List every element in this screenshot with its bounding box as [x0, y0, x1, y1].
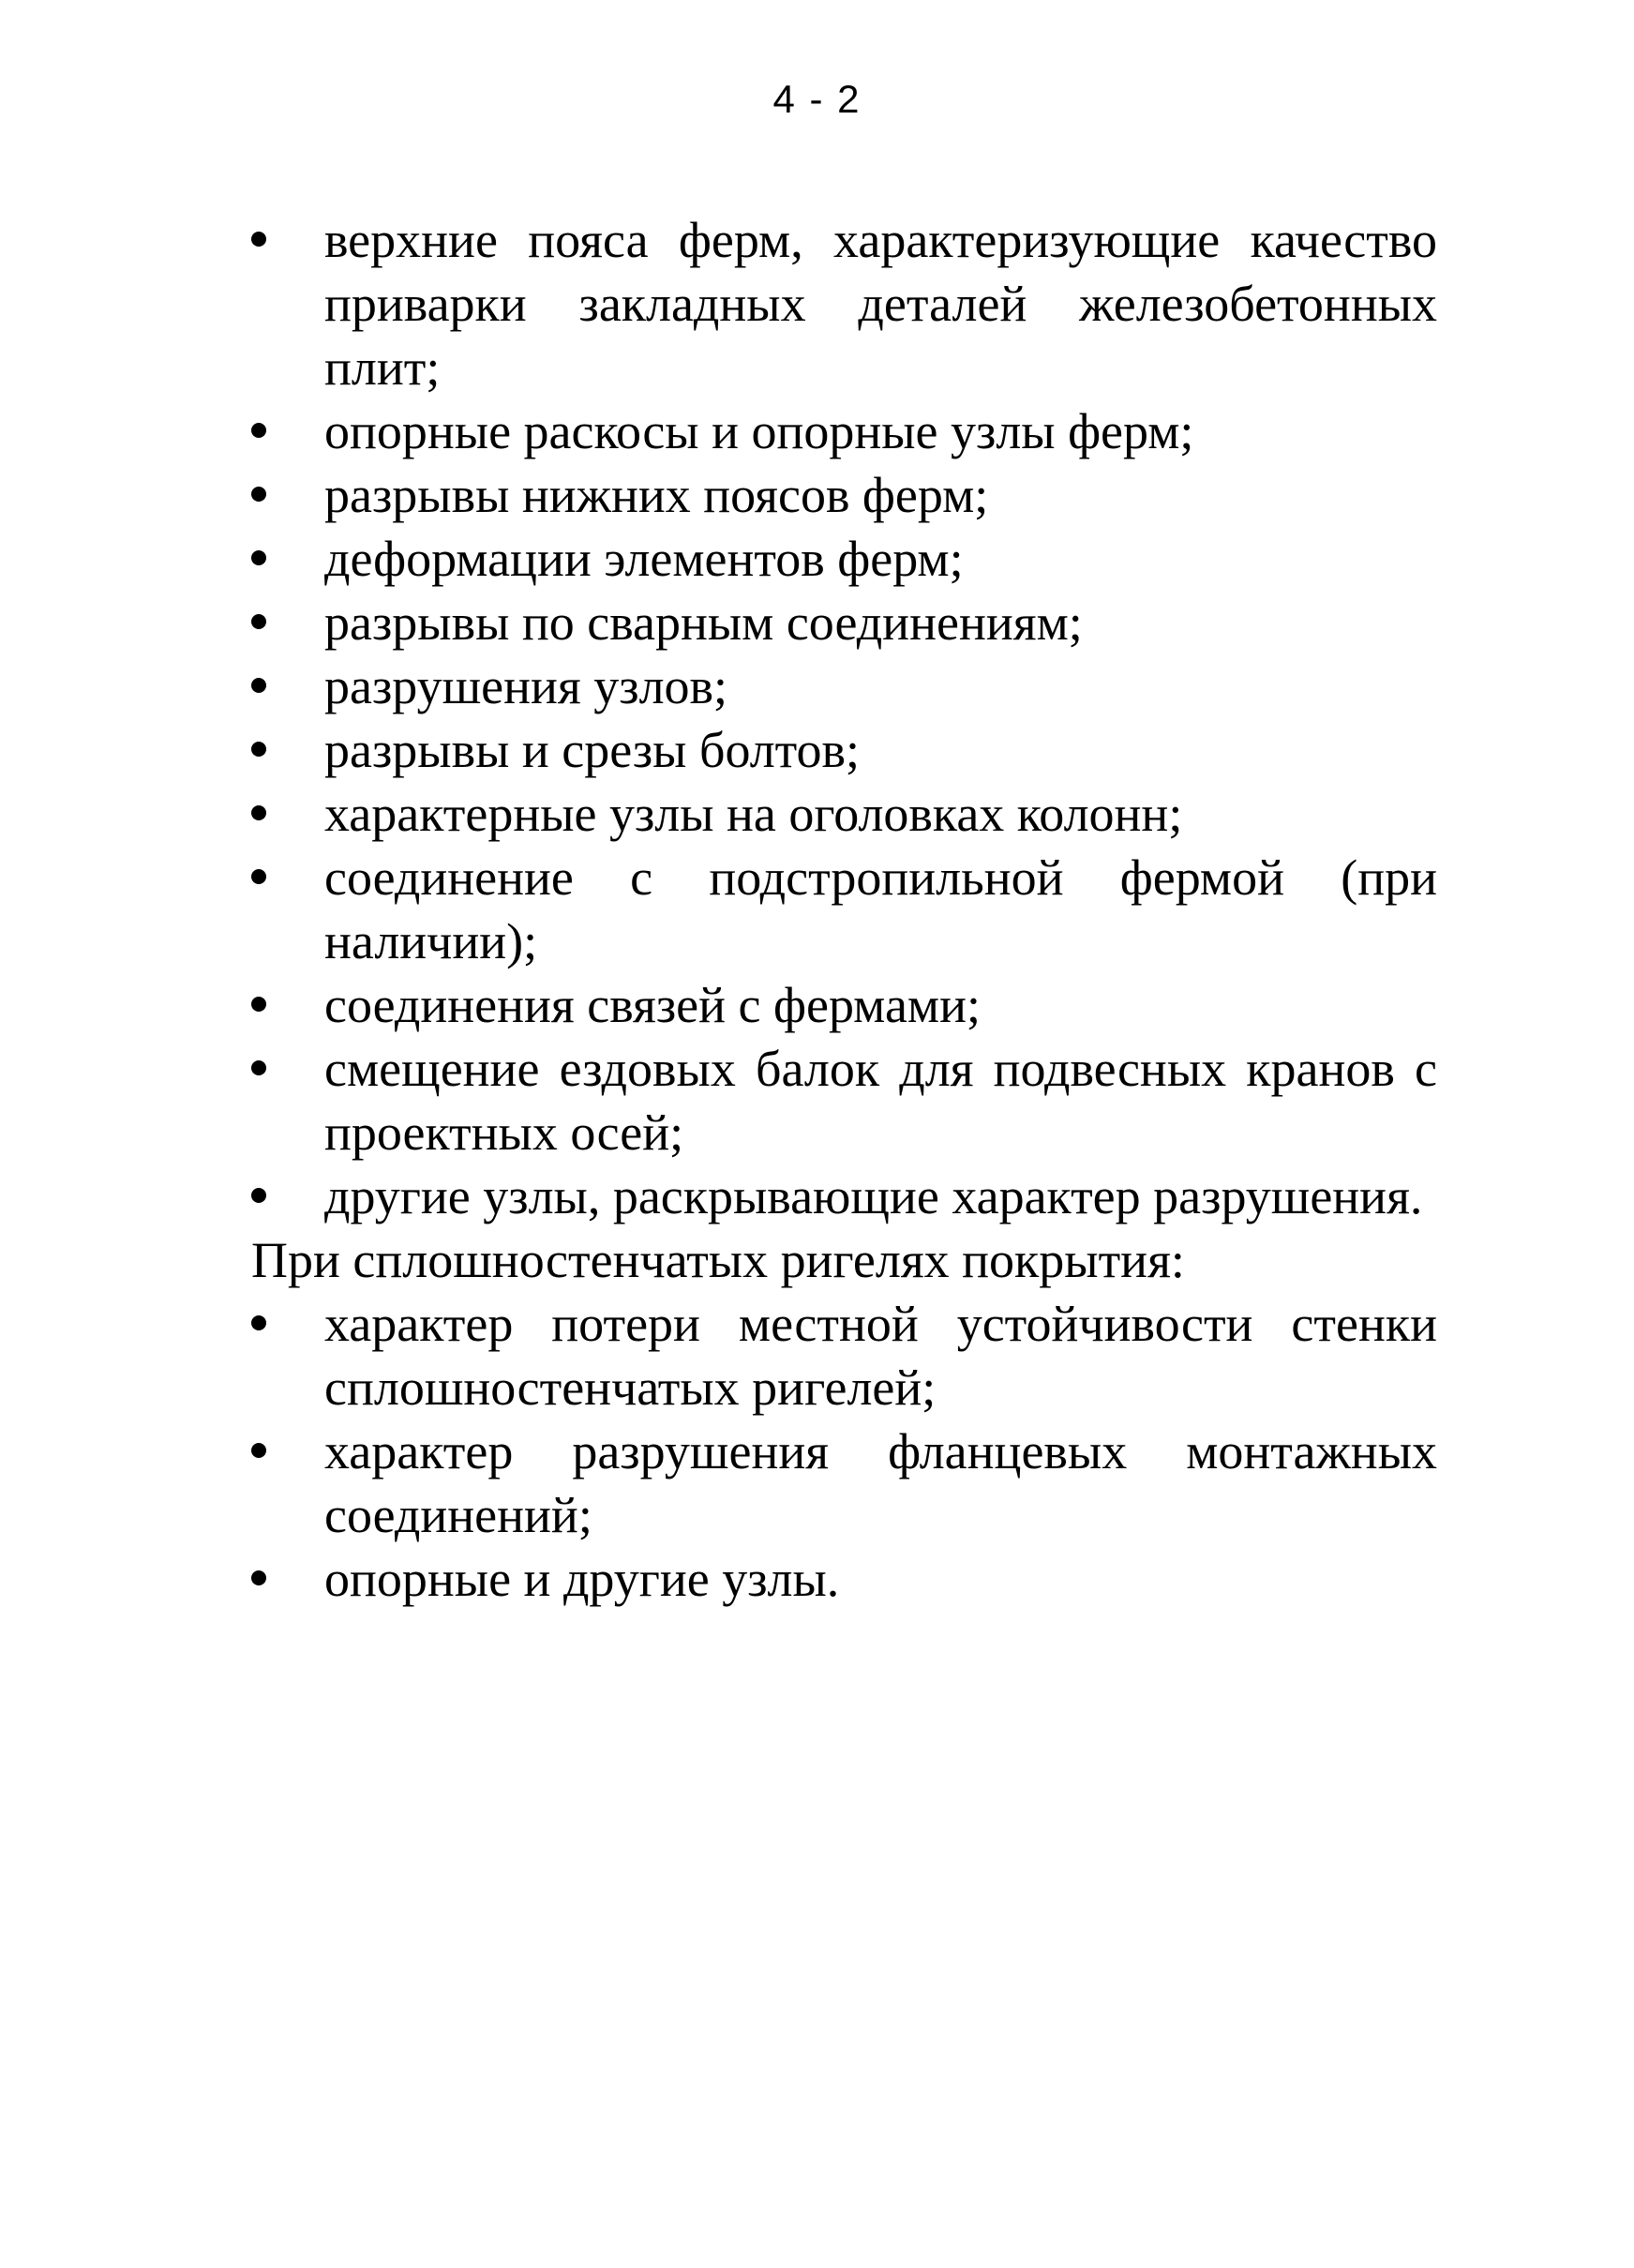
section-paragraph: При сплошностенчатых ригелях покрытия:: [251, 1232, 1185, 1288]
page-content: [251, 208, 1437, 1611]
list-item: [251, 1164, 1437, 1228]
bullet-icon: [251, 869, 266, 884]
bullet-icon: [251, 742, 266, 757]
list-item-text: опорные раскосы и опорные узлы ферм;: [324, 403, 1194, 459]
bullet-icon: [251, 232, 266, 247]
list-item: [251, 846, 1437, 973]
bullet-icon: [251, 487, 266, 502]
list-item-text: опорные и другие узлы.: [324, 1551, 840, 1607]
list-item: [251, 527, 1437, 591]
page-number: 4 - 2: [772, 77, 862, 121]
list-item: [251, 1292, 1437, 1419]
list-item-text: деформации элементов ферм;: [324, 531, 964, 587]
bullet-icon: [251, 805, 266, 820]
list-item-text: соединение с подстропильной фермой (при наличии);: [324, 849, 1437, 969]
bullet-icon: [251, 678, 266, 693]
list-item: [251, 654, 1437, 718]
bullet-icon: [251, 1443, 266, 1458]
list-item-text: соединения связей с фермами;: [324, 977, 981, 1033]
list-item: [251, 1547, 1437, 1611]
bullet-icon: [251, 997, 266, 1012]
list-item: [251, 399, 1437, 463]
bullet-list-truss-nodes: [251, 208, 1437, 1228]
bullet-icon: [251, 550, 266, 565]
list-item-text: характер разрушения фланцевых монтажных соединений;: [324, 1423, 1437, 1543]
list-item: [251, 973, 1437, 1037]
list-item: [251, 1037, 1437, 1164]
list-item-text: разрывы и срезы болтов;: [324, 722, 861, 778]
list-item: [251, 1419, 1437, 1547]
bullet-list-solid-girders: [251, 1292, 1437, 1611]
bullet-icon: [251, 1315, 266, 1330]
list-item: [251, 591, 1437, 654]
list-item-text: смещение ездовых балок для подвесных кранов с проектных осей;: [324, 1041, 1437, 1161]
list-item-text: другие узлы, раскрывающие характер разрушения.: [324, 1168, 1423, 1224]
bullet-icon: [251, 1060, 266, 1075]
list-item: [251, 208, 1437, 399]
list-item: [251, 463, 1437, 527]
list-item-text: разрывы по сварным соединениям;: [324, 594, 1083, 651]
list-item-text: верхние пояса ферм, характеризующие качество приварки закладных деталей железобетонных плит;: [324, 212, 1437, 396]
list-item: [251, 782, 1437, 846]
bullet-icon: [251, 614, 266, 629]
list-item-text: разрушения узлов;: [324, 658, 728, 714]
list-item-text: характерные узлы на оголовках колонн;: [324, 786, 1183, 842]
list-item-text: характер потери местной устойчивости стенки сплошностенчатых ригелей;: [324, 1296, 1437, 1416]
bullet-icon: [251, 1188, 266, 1203]
bullet-icon: [251, 423, 266, 438]
bullet-icon: [251, 1570, 266, 1585]
list-item: [251, 718, 1437, 782]
list-item-text: разрывы нижних поясов ферм;: [324, 467, 989, 523]
